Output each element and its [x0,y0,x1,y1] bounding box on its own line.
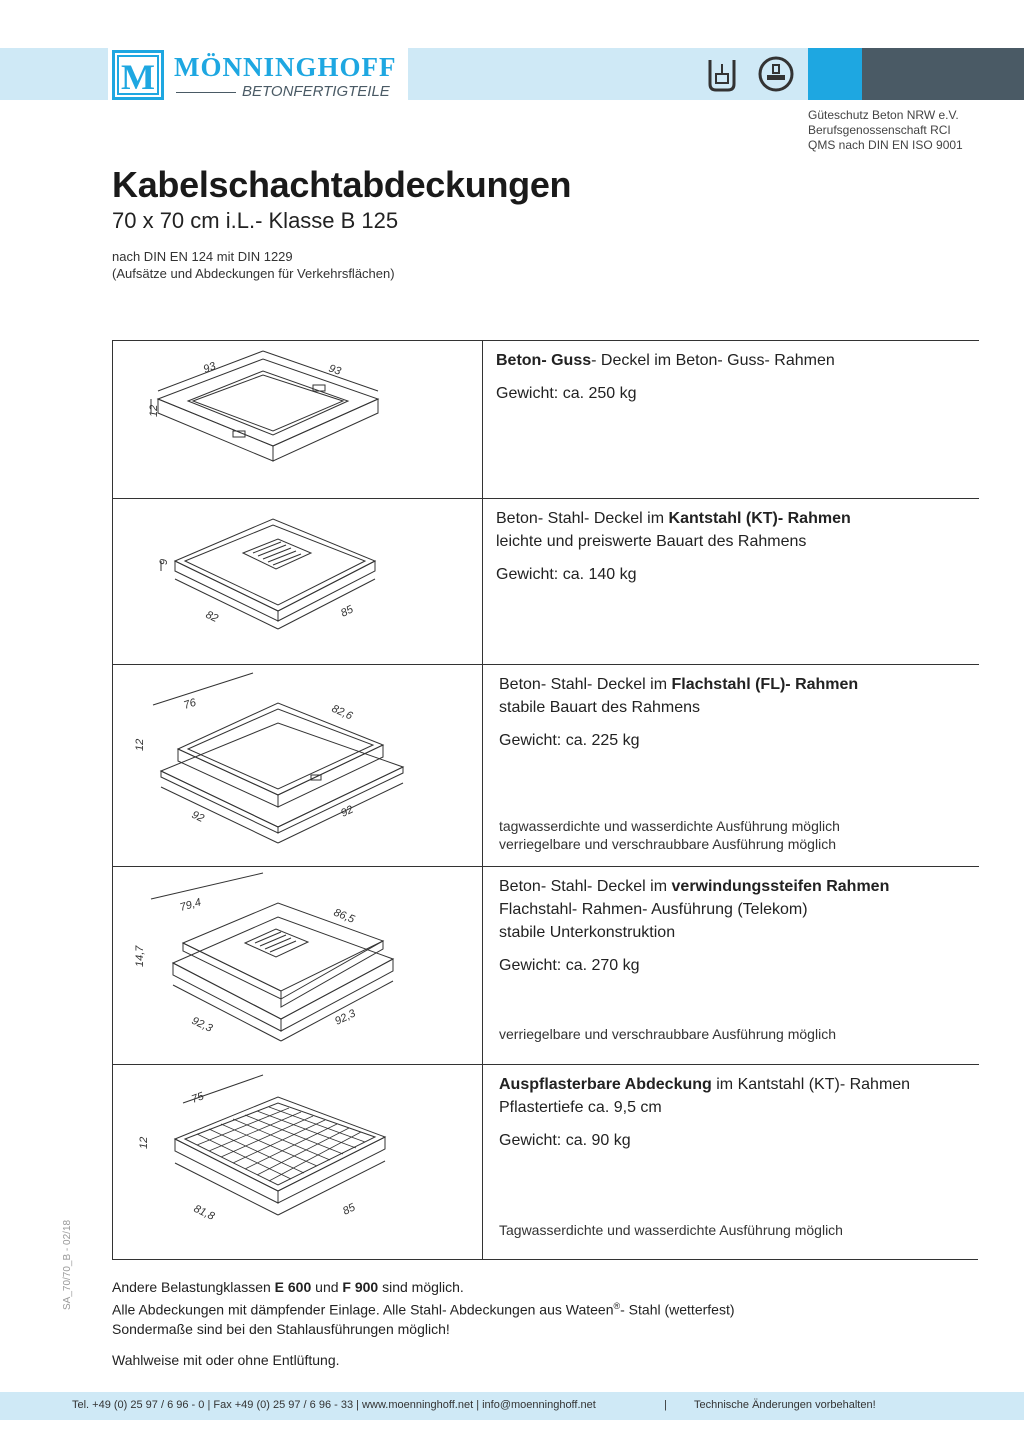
cert-line: Güteschutz Beton NRW e.V. [808,108,959,122]
norm-line: (Aufsätze und Abdeckungen für Verkehrsflächen) [112,266,395,281]
svg-text:82,6: 82,6 [329,702,355,723]
product-weight: Gewicht: ca. 270 kg [499,957,640,974]
svg-text:92,3: 92,3 [189,1014,215,1035]
svg-text:92,3: 92,3 [333,1007,358,1028]
cover-drawing-cast [113,341,483,499]
product-heading: Beton- Stahl- Deckel im Kantstahl (KT)- Rahmen [496,510,851,527]
product-drawing [113,1065,483,1260]
logo-divider [176,92,236,93]
cover-drawing-flachstahl [113,665,483,867]
product-note: verriegelbare und verschraubbare Ausführung möglich [499,1026,836,1042]
logo-m-icon [115,53,161,97]
svg-text:12: 12 [138,1136,150,1149]
product-heading: Auspflasterbare Abdeckung im Kantstahl (KT)- Rahmen [499,1076,911,1093]
footer-line: Alle Abdeckungen mit dämpfender Einlage. Alle Stahl- Abdeckungen aus Wateen®- Stahl (wetterfest) [112,1301,735,1318]
svg-text:85: 85 [340,1201,358,1218]
product-drawing [113,499,483,664]
product-detail: leichte und preiswerte Bauart des Rahmens [496,533,807,550]
contact-info: Tel. +49 (0) 25 97 / 6 96 - 0 | Fax +49 (0) 25 97 / 6 96 - 33 | www.moenninghoff.net | info@moenninghoff.net [72,1399,596,1411]
product-note: verriegelbare und verschraubbare Ausführung möglich [499,836,836,852]
cert-line: Berufsgenossenschaft RCI [808,123,951,137]
logo-tagline: BETONFERTIGTEILE [242,83,390,100]
page-subtitle: 70 x 70 cm i.L.- Klasse B 125 [112,208,399,233]
product-notes [499,817,840,853]
document-code: SA_70/70_B - 02/18 [62,1219,73,1310]
product-description [499,1073,910,1152]
product-heading: Beton- Guss- Deckel im Beton- Guss- Rahmen [496,352,835,369]
product-row [113,866,979,1064]
company-logo [108,48,408,102]
product-note: Tagwasserdichte und wasserdichte Ausführung möglich [499,1222,843,1238]
svg-text:12: 12 [134,738,146,751]
svg-text:M: M [121,57,155,97]
norm-line: nach DIN EN 124 mit DIN 1229 [112,249,293,264]
disclaimer: Technische Änderungen vorbehalten! [694,1399,876,1411]
product-drawing [113,665,483,866]
product-notes [499,1025,836,1043]
svg-text:9: 9 [158,558,170,565]
product-description [499,673,858,752]
contact-bar [0,1392,1024,1420]
svg-text:75: 75 [189,1090,206,1106]
product-notes [499,1221,843,1239]
page-title: Kabelschachtabdeckungen [112,164,572,205]
product-table [112,340,978,1260]
footer-line: Sondermaße sind bei den Stahlausführungen möglich! [112,1320,450,1337]
svg-text:92: 92 [189,808,206,825]
product-description [499,875,889,977]
product-detail: stabile Bauart des Rahmens [499,699,700,716]
product-row [113,1064,979,1260]
contact-separator: | [664,1399,667,1411]
product-description [496,507,851,586]
svg-text:14,7: 14,7 [134,945,146,967]
quality-seal-icon [702,54,742,94]
svg-text:93: 93 [327,362,343,378]
svg-text:81,8: 81,8 [191,1202,217,1223]
product-row [113,498,979,664]
product-detail: Flachstahl- Rahmen- Ausführung (Telekom) [499,901,808,918]
cover-drawing-kantstahl [113,499,483,665]
header-dark-block [862,48,1024,100]
certification-list [808,108,963,153]
safety-seal-icon [756,54,796,94]
cert-line: QMS nach DIN EN ISO 9001 [808,138,963,152]
product-weight: Gewicht: ca. 90 kg [499,1132,631,1149]
product-note: tagwasserdichte und wasserdichte Ausführung möglich [499,818,840,834]
header-accent-block [808,48,862,100]
product-row [113,340,979,498]
product-row [113,664,979,866]
product-weight: Gewicht: ca. 250 kg [496,385,637,402]
svg-text:92: 92 [339,803,356,820]
product-weight: Gewicht: ca. 140 kg [496,566,637,583]
logo-mark [112,50,164,100]
footer-notes [112,1278,735,1370]
svg-text:79,4: 79,4 [178,896,203,914]
cover-drawing-paveable [113,1065,483,1261]
product-drawing [113,867,483,1064]
cover-drawing-torsion-resistant [113,867,483,1065]
logo-company-name: MÖNNINGHOFF [174,52,397,82]
product-detail: stabile Unterkonstruktion [499,924,676,941]
svg-text:76: 76 [182,696,198,712]
svg-text:85: 85 [338,603,356,620]
footer-line: Andere Belastungklassen E 600 und F 900 sind möglich. [112,1279,464,1295]
svg-text:93: 93 [201,360,218,376]
product-heading: Beton- Stahl- Deckel im verwindungssteifen Rahmen [499,878,890,895]
product-drawing [113,341,483,498]
product-heading: Beton- Stahl- Deckel im Flachstahl (FL)- Rahmen [499,676,859,693]
product-weight: Gewicht: ca. 225 kg [499,732,640,749]
footer-line: Wahlweise mit oder ohne Entlüftung. [112,1351,340,1368]
svg-text:12: 12 [148,404,160,417]
svg-text:86,5: 86,5 [331,906,357,926]
product-detail: Pflastertiefe ca. 9,5 cm [499,1099,662,1116]
svg-text:82: 82 [203,608,220,625]
norm-reference [112,248,395,282]
product-description [496,349,835,405]
